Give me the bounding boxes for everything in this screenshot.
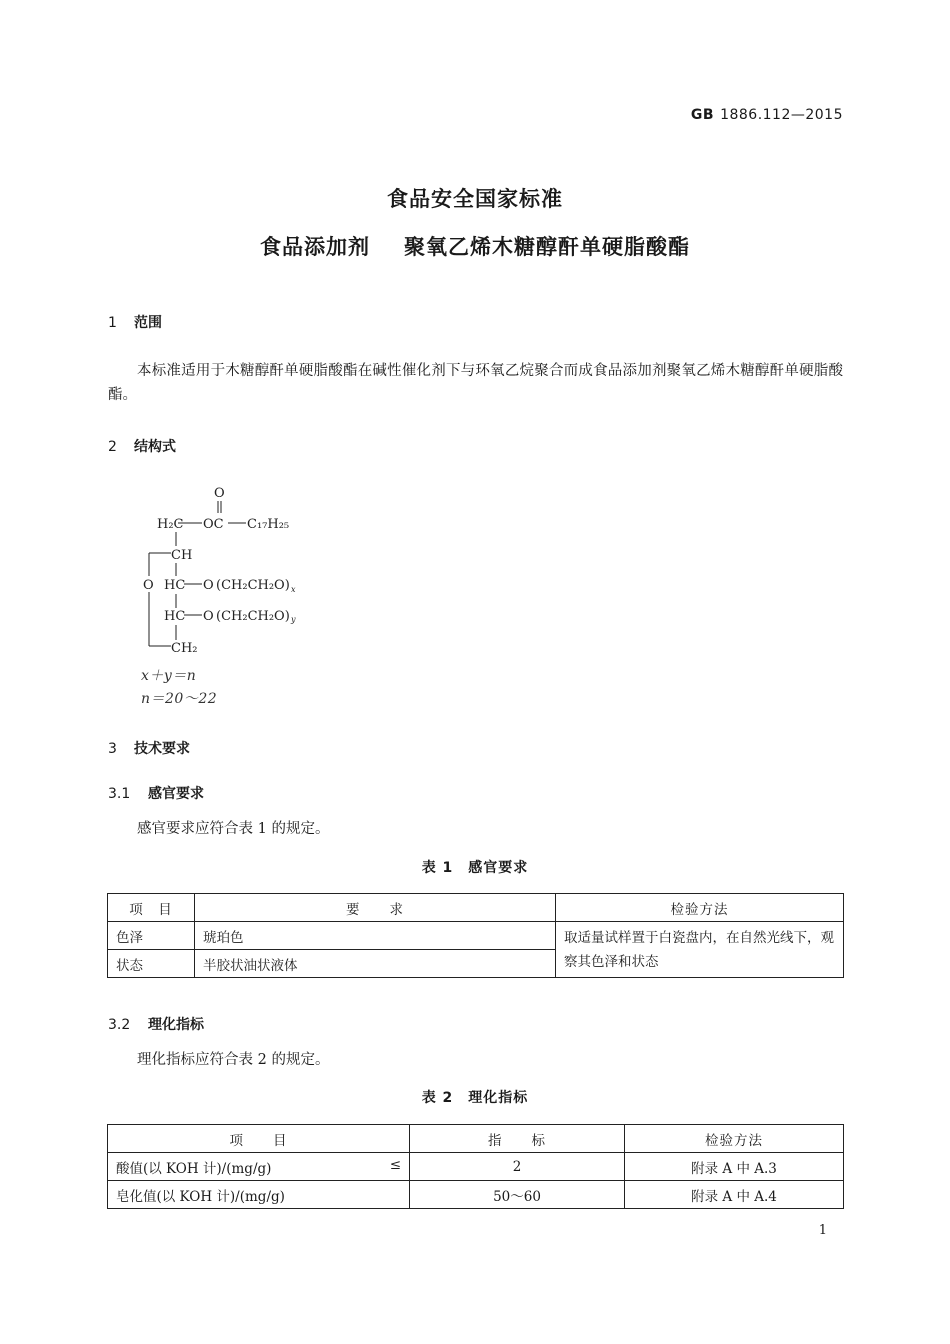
formula-o-2: O — [203, 609, 214, 624]
section-3-heading — [108, 738, 190, 758]
section-number: 3 — [108, 741, 117, 757]
formula-ch2: CH₂ — [171, 641, 198, 656]
item-label: 酸值(以 KOH 计)/(mg/g) — [116, 1160, 272, 1177]
formula-oc: OC — [203, 517, 224, 532]
section-2-heading — [108, 436, 176, 456]
formula-sub-x: x — [291, 585, 296, 594]
formula-c17h: C₁₇H₂₅ — [247, 517, 290, 532]
section-3-2-text: 理化指标应符合表 2 的规定。 — [137, 1052, 330, 1068]
section-1-text: 本标准适用于木糖醇酐单硬脂酸酯在碱性催化剂下与环氧乙烷聚合而成食品添加剂聚氧乙烯木糖醇酐单硬脂酸酯。 — [108, 363, 843, 403]
table-header-row — [108, 1125, 844, 1153]
table-cell-item: 状态 — [108, 950, 195, 978]
table-row — [108, 922, 844, 950]
table-header-cell: 指 标 — [410, 1125, 625, 1153]
formula-peg-1: (CH₂CH₂O) — [216, 578, 290, 593]
section-number: 1 — [108, 315, 117, 331]
table-2-caption: 表 2 理化指标 — [421, 1090, 529, 1106]
formula-sub-y: y — [291, 615, 296, 624]
table-cell-value: 50～60 — [410, 1181, 625, 1209]
formula-o-top: O — [214, 486, 225, 501]
formula-ch: CH — [171, 548, 193, 563]
section-title: 结构式 — [134, 439, 176, 455]
section-title: 范围 — [134, 315, 162, 331]
section-number: 2 — [108, 439, 117, 455]
page-title: 食品安全国家标准 — [387, 187, 563, 211]
section-3-2-heading — [108, 1014, 204, 1034]
table-cell-item — [108, 1153, 410, 1181]
formula-peg-2: (CH₂CH₂O) — [216, 609, 290, 624]
table-header-cell: 要 求 — [195, 894, 556, 922]
table-1-caption: 表 1 感官要求 — [421, 860, 529, 876]
standard-prefix: GB — [690, 107, 715, 123]
comparison-operator: ≤ — [389, 1156, 401, 1173]
section-number: 3.2 — [108, 1017, 131, 1033]
formula-equation-1: x＋y＝n — [141, 668, 197, 684]
table-row — [108, 1153, 844, 1181]
table-cell-requirement: 琥珀色 — [195, 922, 556, 950]
page-subtitle — [0, 231, 950, 261]
section-3-1-text: 感官要求应符合表 1 的规定。 — [137, 821, 330, 837]
subtitle-right: 聚氧乙烯木糖醇酐单硬脂酸酯 — [404, 235, 690, 259]
table-cell-item: 色泽 — [108, 922, 195, 950]
table-row — [108, 1181, 844, 1209]
table-header-row — [108, 894, 844, 922]
standard-code — [691, 107, 843, 123]
section-1-heading — [108, 312, 162, 332]
table-cell-method: 附录 A 中 A.3 — [625, 1153, 844, 1181]
section-number: 3.1 — [108, 786, 131, 802]
section-title: 感官要求 — [148, 786, 204, 802]
item-label: 皂化值(以 KOH 计)/(mg/g) — [116, 1188, 285, 1205]
page-number: 1 — [818, 1223, 827, 1238]
section-title: 技术要求 — [134, 741, 190, 757]
table-header-cell: 检验方法 — [556, 894, 844, 922]
table-header-cell: 检验方法 — [625, 1125, 844, 1153]
formula-equation-2: n＝20～22 — [141, 691, 218, 707]
table-1 — [107, 893, 844, 978]
standard-number: 1886.112—2015 — [720, 107, 843, 123]
table-2 — [107, 1124, 844, 1209]
formula-hc-1: HC — [164, 578, 186, 593]
section-title: 理化指标 — [148, 1017, 204, 1033]
formula-hc-2: HC — [164, 609, 186, 624]
table-cell-value: 2 — [410, 1153, 625, 1181]
section-3-1-heading — [108, 783, 204, 803]
formula-h2c: H₂C — [157, 517, 184, 532]
formula-o-1: O — [203, 578, 214, 593]
table-cell-method: 附录 A 中 A.4 — [625, 1181, 844, 1209]
formula-o-ring: O — [143, 578, 154, 593]
table-cell-requirement: 半胶状油状液体 — [195, 950, 556, 978]
table-cell-item — [108, 1181, 410, 1209]
table-header-cell: 项 目 — [108, 1125, 410, 1153]
table-header-cell: 项 目 — [108, 894, 195, 922]
table-cell-method: 取适量试样置于白瓷盘内，在自然光线下，观察其色泽和状态 — [556, 922, 844, 978]
subtitle-left: 食品添加剂 — [260, 235, 370, 259]
